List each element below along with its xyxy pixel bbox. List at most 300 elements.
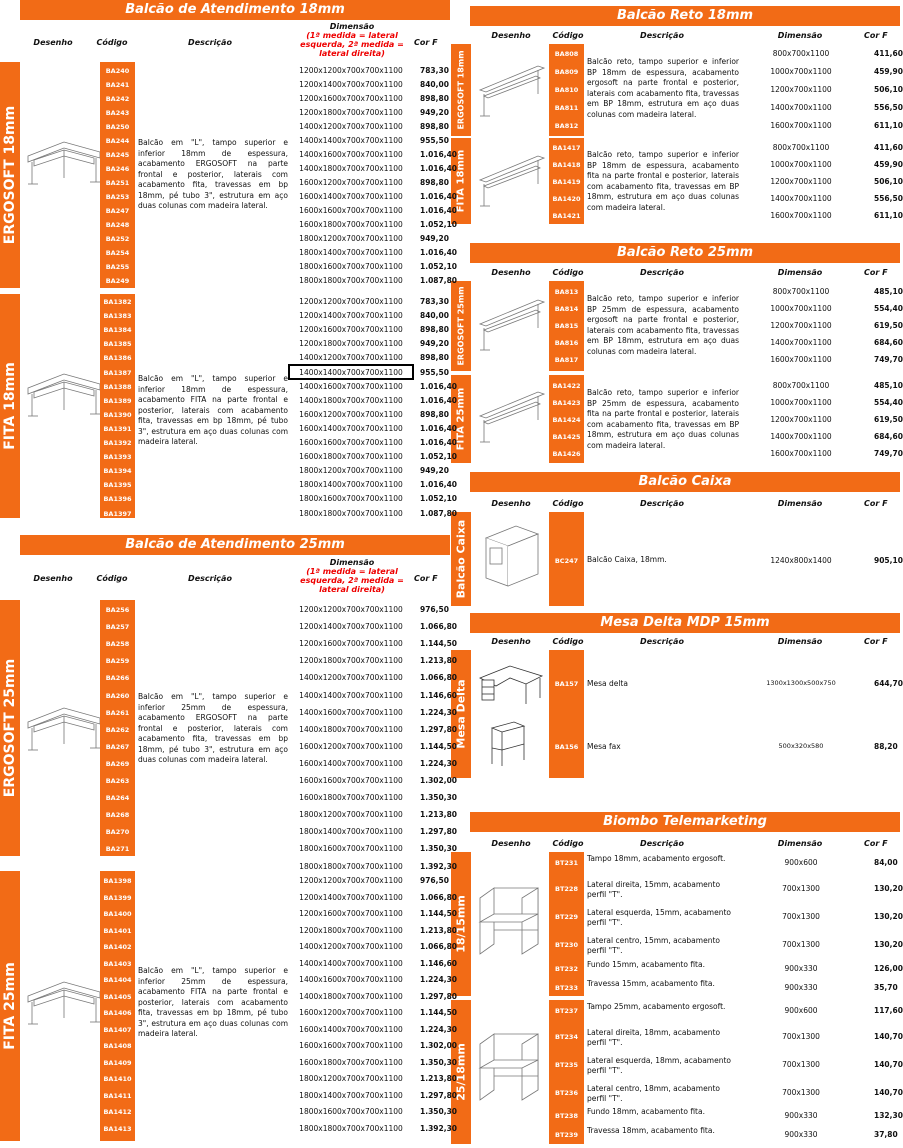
product-price: 485,10: [874, 287, 903, 296]
product-dimension: 1200x1800x700x700x1100: [299, 108, 403, 117]
col-header-desenho: Desenho: [491, 499, 531, 508]
product-dimension: 1400x1800x700x700x1100: [299, 395, 403, 405]
group-label-balcao-caixa: Balcão Caixa: [451, 512, 471, 606]
product-dimension: 1200x1600x700x700x1100: [299, 325, 403, 335]
product-dimension: 1600x1600x700x700x1100: [299, 1041, 403, 1050]
product-dimension: 1200x1200x700x700x1100: [299, 876, 403, 885]
product-description: Lateral esquerda, 18mm, acabamento perfil "T".: [587, 1056, 732, 1075]
product-price: 949,20: [420, 108, 449, 117]
product-code: BA256: [105, 606, 130, 614]
product-code: BA241: [105, 81, 130, 89]
product-code: BA249: [105, 277, 130, 285]
col-header-dimensao: Dimensão: [777, 637, 823, 646]
product-dimension: 1400x700x1100: [770, 194, 832, 203]
product-code: BA255: [105, 263, 130, 271]
col-header-cor: [864, 31, 900, 40]
telemarketing-booth-drawing: [474, 884, 546, 958]
product-price: 84,00: [874, 858, 898, 867]
product-code: BA1409: [103, 1058, 132, 1067]
product-code: BA1412: [103, 1108, 132, 1116]
product-dimension: 1600x1400x700x700x1100: [299, 758, 403, 768]
product-price: 506,10: [874, 85, 903, 94]
product-price: 619,50: [874, 321, 903, 330]
product-price: 1.016,40: [420, 248, 458, 257]
product-code: BA264: [105, 794, 130, 803]
product-price: 485,10: [874, 381, 903, 390]
col-header-descricao: Descrição: [188, 574, 232, 583]
product-description: Tampo 18mm, acabamento ergosoft.: [587, 854, 726, 863]
product-code: BA1422: [552, 382, 581, 390]
product-dimension: 1200x1600x700x700x1100: [299, 909, 403, 918]
product-code: BA1400: [103, 910, 132, 918]
product-price: 556,50: [874, 103, 903, 112]
product-code: BA258: [105, 640, 130, 649]
product-dimension: 1600x1200x700x700x1100: [299, 1008, 403, 1017]
product-code: BA1388: [103, 382, 132, 391]
product-dimension: 1600x1200x700x700x1100: [299, 741, 403, 751]
product-dimension: 1800x1200x700x700x1100: [299, 810, 403, 820]
col-header-descricao: Descrição: [640, 839, 684, 848]
product-code: BA1421: [552, 212, 581, 220]
product-price: 949,20: [420, 234, 449, 243]
code-column: [549, 852, 584, 996]
product-price: 140,70: [874, 1032, 903, 1041]
group-label-fita-25: FITA 25mm: [0, 871, 20, 1141]
l-counter-drawing: [24, 968, 104, 1032]
product-price: 1.016,40: [420, 150, 458, 159]
product-code: BA260: [105, 691, 130, 700]
product-code: BA266: [105, 674, 130, 683]
product-price: 130,20: [874, 912, 903, 921]
product-price: 556,50: [874, 194, 903, 203]
col-header-cor: [864, 839, 900, 848]
section-header-balcao-caixa: Balcão Caixa: [470, 472, 900, 492]
product-dimension: 1800x1200x700x700x1100: [299, 1074, 403, 1083]
product-price: 898,80: [420, 122, 449, 131]
product-dimension: 1400x700x1100: [770, 432, 832, 441]
product-code: BT235: [555, 1061, 578, 1069]
product-price: 1.087,80: [420, 508, 458, 518]
product-dimension: 1400x700x1100: [770, 103, 832, 112]
product-price: 840,00: [420, 311, 449, 321]
group-label-mesa-delta: Mesa Delta: [451, 650, 471, 778]
product-description: Balcão reto, tampo superior e inferior BP 25mm de espessura, acabamento ergosoft na parte frontal e posterior, laterais com acabamento fita, travessas em BP 18mm, estrutura em aço duas colunas com madeira lateral.: [587, 294, 739, 356]
product-dimension: 500x320x580: [778, 742, 824, 750]
telemarketing-booth-drawing: [474, 1030, 546, 1104]
product-description: Fundo 15mm, acabamento fita.: [587, 960, 705, 969]
col-header-dimensao: [296, 558, 408, 594]
product-dimension: 1600x1400x700x700x1100: [299, 192, 403, 201]
cor-label: Cor: [864, 268, 880, 277]
cor-label: Cor: [864, 31, 880, 40]
product-dimension: 1800x1600x700x700x1100: [299, 1107, 403, 1116]
product-code: BA1406: [103, 1009, 132, 1017]
code-column: [549, 650, 584, 778]
code-column: [549, 1000, 584, 1144]
product-description: Fundo 18mm, acabamento fita.: [587, 1107, 705, 1116]
product-price: 1.224,30: [420, 707, 458, 717]
product-dimension: 900x330: [784, 1130, 818, 1139]
section-header-mesa-delta: Mesa Delta MDP 15mm: [470, 613, 900, 633]
product-code: BA808: [554, 50, 579, 58]
product-code: BT228: [555, 885, 578, 893]
col-header-descricao: Descrição: [640, 31, 684, 40]
product-code: BA1396: [103, 495, 132, 504]
product-price: 1.297,80: [420, 1090, 458, 1100]
product-price: 1.350,30: [420, 1107, 458, 1116]
product-code: BA1420: [552, 195, 581, 203]
product-dimension: 800x700x1100: [772, 143, 830, 152]
product-code: BA1387: [103, 368, 132, 377]
product-dimension: 1200x1600x700x700x1100: [299, 94, 403, 103]
product-description: Balcão em "L", tampo superior e inferior 18mm de espessura, acabamento ERGOSOFT na parte frontal e posterior, laterais com acabamento fita, travessas em bp 18mm, pé tubo 3", estrutura em aço duas colunas com madeira lateral.: [138, 138, 288, 210]
delta-desk-drawing: [476, 660, 546, 708]
product-price: 898,80: [420, 409, 449, 419]
product-price: 1.350,30: [420, 1057, 458, 1067]
product-code: BA814: [554, 305, 579, 313]
l-counter-drawing: [24, 360, 104, 424]
straight-counter-drawing: [474, 60, 548, 122]
product-price: 955,50: [420, 367, 449, 377]
product-code: BA1397: [103, 509, 132, 518]
product-code: BA1394: [103, 467, 132, 476]
product-price: 1.297,80: [420, 991, 458, 1001]
product-price: 783,30: [420, 66, 449, 75]
product-dimension: 1400x1400x700x700x1100: [299, 958, 403, 968]
product-price: 1.224,30: [420, 758, 458, 768]
product-code: BA1423: [552, 399, 581, 407]
product-price: 117,60: [874, 1006, 903, 1015]
product-dimension: 1600x1800x700x700x1100: [299, 220, 403, 229]
product-price: 1.052,10: [420, 494, 458, 504]
l-counter-drawing: [24, 128, 104, 192]
product-dimension: 700x1300: [782, 940, 820, 949]
product-code: BA1383: [103, 312, 132, 321]
product-code: BA1417: [552, 144, 581, 152]
product-price: 1.016,40: [420, 438, 458, 447]
product-price: 126,00: [874, 964, 903, 973]
product-price: 898,80: [420, 94, 449, 103]
cor-glyph: F: [432, 38, 438, 47]
product-price: 1.146,60: [420, 958, 458, 968]
product-price: 783,30: [420, 297, 449, 306]
product-price: 140,70: [874, 1088, 903, 1097]
product-dimension: 1800x1600x700x700x1100: [299, 494, 403, 504]
section-header-balcao-18mm: Balcão de Atendimento 18mm: [20, 0, 450, 20]
product-code: BA1403: [103, 959, 132, 968]
cashier-counter-drawing: [476, 518, 546, 588]
product-dimension: 700x1300: [782, 1032, 820, 1041]
cor-label: Cor: [864, 839, 880, 848]
product-price: 1.144,50: [420, 1008, 458, 1017]
col-header-cor: [864, 268, 900, 277]
col-header-desenho: Desenho: [491, 637, 531, 646]
product-code: BA1382: [103, 298, 132, 306]
product-code: BA259: [105, 657, 130, 666]
product-price: 619,50: [874, 415, 903, 424]
cor-glyph: F: [432, 574, 438, 583]
product-code: BA1410: [103, 1075, 132, 1083]
product-dimension: 1600x1400x700x700x1100: [299, 423, 403, 433]
product-dimension: 1600x700x1100: [770, 211, 832, 220]
dimensao-label: Dimensão: [329, 558, 375, 567]
col-header-dimensao: Dimensão: [777, 31, 823, 40]
product-dimension: 1200x700x1100: [770, 415, 832, 424]
product-dimension: 900x330: [784, 964, 818, 973]
product-code: BA1399: [103, 893, 132, 902]
product-description: Balcão reto, tampo superior e inferior BP 18mm de espessura, acabamento fita na parte frontal e posterior, laterais com acabamento fita, travessas em BP 18mm, estrutura em aço duas colunas com madeira lateral.: [587, 150, 739, 212]
group-label-ergosoft-25: ERGOSOFT 25mm: [451, 281, 471, 371]
product-dimension: 1000x700x1100: [770, 398, 832, 407]
product-price: 976,50: [420, 876, 449, 885]
product-dimension: 1000x700x1100: [770, 160, 832, 169]
product-dimension: 1400x1400x700x700x1100: [299, 136, 403, 145]
product-price: 898,80: [420, 178, 449, 187]
product-dimension: 1800x1600x700x700x1100: [299, 844, 403, 854]
product-code: BA243: [105, 109, 130, 117]
product-dimension: 1600x1200x700x700x1100: [299, 409, 403, 419]
product-price: 1.016,40: [420, 381, 458, 391]
col-header-descricao: Descrição: [640, 268, 684, 277]
product-price: 506,10: [874, 177, 903, 186]
product-price: 459,90: [874, 160, 903, 169]
product-dimension: 1240x800x1400: [770, 556, 832, 565]
section-header-reto-25mm: Balcão Reto 25mm: [470, 243, 900, 263]
product-dimension: 900x600: [784, 1006, 818, 1015]
product-dimension: 1000x700x1100: [770, 304, 832, 313]
product-dimension: 1600x700x1100: [770, 121, 832, 130]
col-header-codigo: Código: [96, 38, 128, 47]
product-dimension: 900x600: [784, 858, 818, 867]
product-description: Lateral centro, 18mm, acabamento perfil "T".: [587, 1084, 720, 1103]
product-code: BA250: [105, 123, 130, 131]
product-price: 130,20: [874, 940, 903, 949]
product-dimension: 1400x1800x700x700x1100: [299, 991, 403, 1001]
product-price: 1.087,80: [420, 276, 458, 285]
product-price: 1.146,60: [420, 690, 458, 700]
product-code: BT233: [555, 984, 578, 992]
product-code: BA270: [105, 828, 130, 837]
product-dimension: 1600x1200x700x700x1100: [299, 178, 403, 187]
product-price: 1.302,00: [420, 776, 458, 785]
product-code: BA1386: [103, 354, 132, 363]
product-description: Lateral esquerda, 15mm, acabamento perfil "T".: [587, 908, 732, 927]
product-dimension: 700x1300: [782, 912, 820, 921]
product-price: 949,20: [420, 466, 449, 476]
product-description: Balcão em "L", tampo superior e inferior 25mm de espessura, acabamento FITA na parte frontal e posterior, laterais com acabamento fita, travessas em bp 18mm, pé tubo 3", estrutura em aço duas colunas com madeira lateral.: [138, 966, 288, 1038]
product-price: 459,90: [874, 67, 903, 76]
product-price: 905,10: [874, 556, 903, 565]
col-header-codigo: Código: [552, 268, 584, 277]
product-price: 1.224,30: [420, 1024, 458, 1034]
product-description: Tampo 25mm, acabamento ergosoft.: [587, 1002, 726, 1011]
product-price: 1.066,80: [420, 622, 458, 632]
product-dimension: 1800x1800x700x700x1100: [299, 861, 403, 871]
product-description: Balcão reto, tampo superior e inferior BP 18mm de espessura, acabamento ergosoft na parte frontal e posterior, laterais com acabamento fita, travessas em BP 18mm, estrutura em aço duas colunas com madeira lateral.: [587, 57, 739, 119]
product-dimension: 1200x1400x700x700x1100: [299, 311, 403, 321]
col-header-desenho: Desenho: [491, 839, 531, 848]
product-dimension: 1400x1400x700x700x1100: [299, 690, 403, 700]
product-dimension: 1200x1800x700x700x1100: [299, 656, 403, 666]
product-dimension: 1400x1800x700x700x1100: [299, 164, 403, 173]
product-dimension: 1200x1800x700x700x1100: [299, 925, 403, 935]
product-price: 140,70: [874, 1060, 903, 1069]
product-code: BA1418: [552, 161, 581, 169]
product-code: BA1413: [103, 1124, 132, 1133]
product-price: 554,40: [874, 304, 903, 313]
product-code: BA248: [105, 221, 130, 229]
product-code: BA1411: [103, 1091, 132, 1100]
straight-counter-drawing: [474, 294, 548, 356]
product-price: 1.144,50: [420, 639, 458, 649]
product-code: BA267: [105, 742, 130, 751]
product-price: 898,80: [420, 353, 449, 363]
product-dimension: 1200x1400x700x700x1100: [299, 622, 403, 632]
product-description: Lateral direita, 18mm, acabamento perfil "T".: [587, 1028, 721, 1047]
product-price: 1.302,00: [420, 1041, 458, 1050]
product-price: 1.016,40: [420, 395, 458, 405]
cor-label: Cor: [864, 499, 880, 508]
group-label-ergosoft-25: ERGOSOFT 25mm: [0, 600, 20, 856]
col-header-cor: [864, 637, 900, 646]
group-label-fita-18: FITA 18mm: [451, 138, 471, 224]
product-code: BA1389: [103, 396, 132, 405]
product-price: 1.144,50: [420, 741, 458, 751]
product-dimension: 1400x1200x700x700x1100: [299, 353, 403, 363]
product-code: BA1401: [103, 926, 132, 935]
col-header-codigo: Código: [96, 574, 128, 583]
product-price: 1.144,50: [420, 909, 458, 918]
product-dimension: 1600x1400x700x700x1100: [299, 1024, 403, 1034]
product-dimension: 900x330: [784, 983, 818, 992]
group-label-25-18mm: 25/18mm: [451, 1000, 471, 1144]
col-header-desenho: Desenho: [33, 38, 73, 47]
product-code: BA271: [105, 845, 130, 854]
product-description: Balcão em "L", tampo superior e inferior 25mm de espessura, acabamento ERGOSOFT na parte frontal e posterior, laterais com acabamento fita, travessas em bp 18mm, pé tubo 3", estrutura em aço duas colunas com madeira lateral.: [138, 692, 288, 764]
dimensao-label: Dimensão: [329, 22, 375, 31]
group-label-18-15mm: 18/15mm: [451, 852, 471, 996]
product-description: Balcão em "L", tampo superior e inferior 18mm de espessura, acabamento FITA na parte frontal e posterior, laterais com acabamento fita, travessas em bp 18mm, pé tubo 3", estrutura em aço duas colunas com madeira lateral.: [138, 374, 288, 446]
product-description: Lateral direita, 15mm, acabamento perfil "T".: [587, 880, 721, 899]
col-header-codigo: Código: [552, 839, 584, 848]
product-dimension: 1600x1600x700x700x1100: [299, 206, 403, 215]
product-dimension: 1200x1400x700x700x1100: [299, 892, 403, 902]
product-dimension: 1200x1200x700x700x1100: [299, 297, 403, 306]
product-price: 684,60: [874, 338, 903, 347]
cor-glyph: F: [882, 637, 888, 646]
product-dimension: 1800x1400x700x700x1100: [299, 827, 403, 837]
product-dimension: 1800x1800x700x700x1100: [299, 508, 403, 518]
product-price: 1.392,30: [420, 861, 458, 871]
col-header-codigo: Código: [552, 499, 584, 508]
product-dimension: 1800x1600x700x700x1100: [299, 262, 403, 271]
product-dimension: 1400x1800x700x700x1100: [299, 724, 403, 734]
product-code: BA1393: [103, 453, 132, 462]
product-price: 1.392,30: [420, 1123, 458, 1133]
product-price: 1.213,80: [420, 656, 458, 666]
col-header-dimensao: [296, 22, 408, 58]
product-code: BT239: [555, 1131, 578, 1139]
product-dimension: 700x1300: [782, 884, 820, 893]
product-code: BA269: [105, 759, 130, 768]
product-dimension: 1600x700x1100: [770, 449, 832, 458]
product-code: BA811: [554, 104, 579, 112]
product-code: BA246: [105, 165, 130, 173]
product-code: BA815: [554, 322, 579, 330]
product-code: BA1392: [103, 439, 132, 447]
fax-table-drawing: [488, 718, 528, 768]
product-code: BA261: [105, 708, 130, 717]
product-dimension: 1600x700x1100: [770, 355, 832, 364]
product-dimension: 1400x1600x700x700x1100: [299, 381, 403, 391]
product-code: BT232: [555, 965, 578, 973]
product-dimension: 800x700x1100: [772, 381, 830, 390]
col-header-descricao: Descrição: [188, 38, 232, 47]
product-code: BA245: [105, 151, 130, 159]
product-code: BA1404: [103, 976, 132, 984]
product-price: 749,70: [874, 355, 903, 364]
col-header-codigo: Código: [552, 31, 584, 40]
product-code: BA813: [554, 288, 579, 296]
product-price: 1.297,80: [420, 827, 458, 837]
product-description: Balcão reto, tampo superior e inferior BP 25mm de espessura, acabamento fita na parte frontal e posterior, laterais com acabamento fita, travessas em BP 18mm, estrutura em aço duas colunas com madeira lateral.: [587, 388, 739, 450]
product-dimension: 700x1300: [782, 1088, 820, 1097]
product-dimension: 1400x700x1100: [770, 338, 832, 347]
product-code: BT231: [555, 859, 578, 867]
product-dimension: 1600x1600x700x700x1100: [299, 438, 403, 447]
product-price: 840,00: [420, 80, 449, 89]
product-code: BA253: [105, 193, 130, 201]
product-price: 611,10: [874, 211, 903, 220]
product-description: Balcão Caixa, 18mm.: [587, 555, 667, 564]
product-code: BA251: [105, 179, 130, 187]
product-dimension: 1200x700x1100: [770, 177, 832, 186]
product-code: BA1425: [552, 433, 581, 441]
col-header-codigo: Código: [552, 637, 584, 646]
col-header-desenho: Desenho: [491, 268, 531, 277]
product-code: BT236: [555, 1089, 578, 1097]
product-code: BA263: [105, 777, 130, 785]
cor-glyph: F: [882, 499, 888, 508]
product-price: 1.052,10: [420, 220, 458, 229]
product-code: BA247: [105, 207, 130, 215]
product-dimension: 1600x1600x700x700x1100: [299, 776, 403, 785]
product-dimension: 1400x1600x700x700x1100: [299, 150, 403, 159]
product-dimension: 800x700x1100: [772, 287, 830, 296]
product-dimension: 800x700x1100: [772, 49, 830, 58]
product-price: 1.016,40: [420, 192, 458, 201]
product-price: 684,60: [874, 432, 903, 441]
product-price: 1.066,80: [420, 942, 458, 951]
product-price: 130,20: [874, 884, 903, 893]
product-dimension: 1400x1200x700x700x1100: [299, 122, 403, 131]
col-header-cor: [864, 499, 900, 508]
product-code: BA268: [105, 811, 130, 820]
product-code: BA1419: [552, 178, 581, 186]
col-header-descricao: Descrição: [640, 499, 684, 508]
product-price: 949,20: [420, 339, 449, 349]
product-dimension: 1600x1800x700x700x1100: [299, 1057, 403, 1067]
product-dimension: 1800x1400x700x700x1100: [299, 480, 403, 490]
product-dimension: 1400x1400x700x700x1100: [299, 367, 403, 377]
product-price: 411,60: [874, 49, 903, 58]
product-code: BA1398: [103, 877, 132, 885]
product-dimension: 1600x1800x700x700x1100: [299, 452, 403, 462]
product-price: 35,70: [874, 983, 898, 992]
product-price: 1.213,80: [420, 810, 458, 820]
product-dimension: 1800x1200x700x700x1100: [299, 466, 403, 476]
section-header-balcao-25mm: Balcão de Atendimento 25mm: [20, 535, 450, 555]
